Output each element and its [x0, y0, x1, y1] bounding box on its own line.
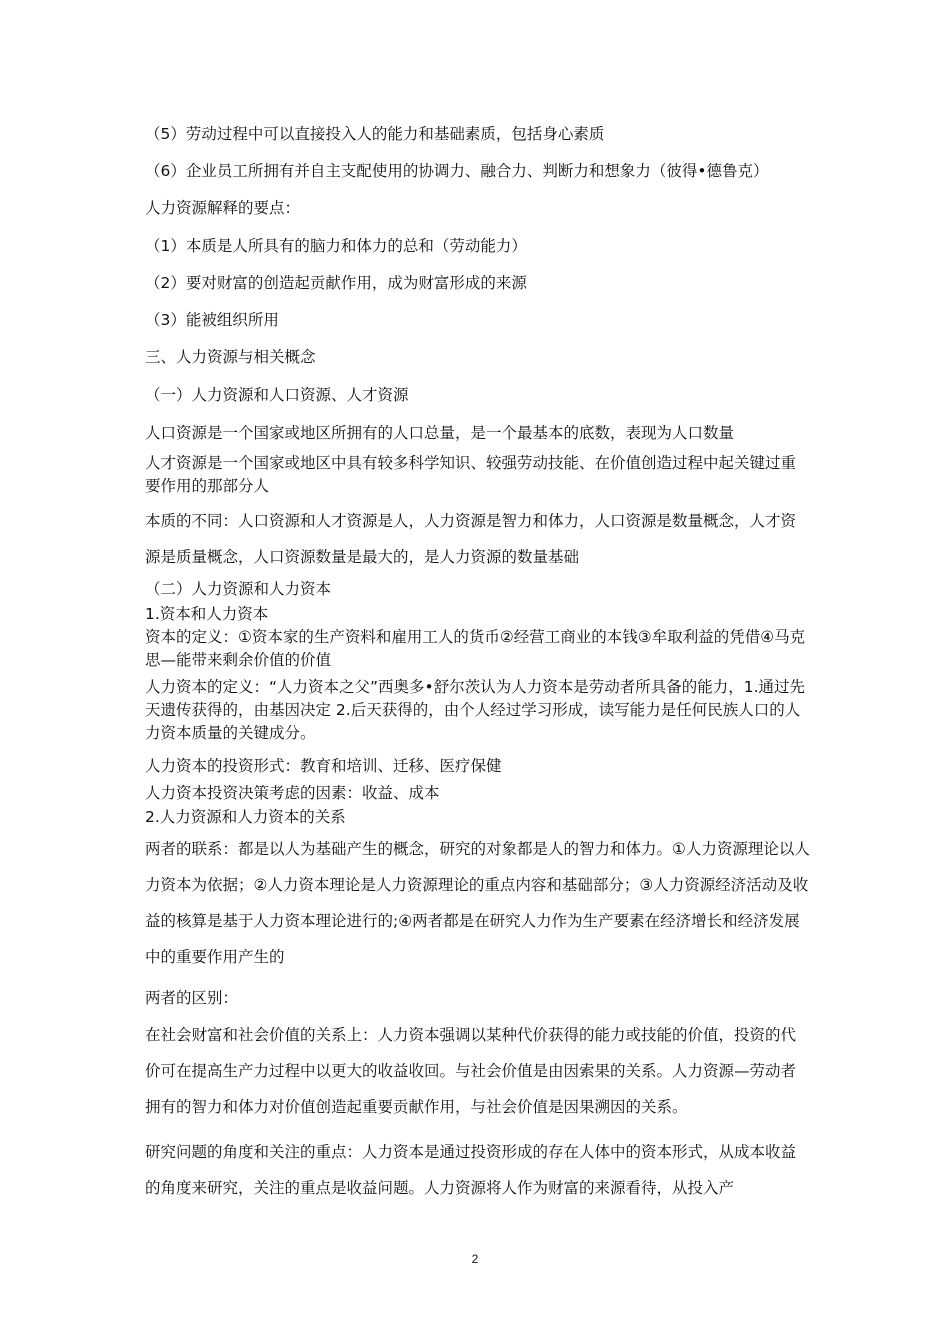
paragraph: 人力资本的定义：“人力资本之父”西奥多•舒尔茨认为人力资本是劳动者所具备的能力，1.通过先天遗传获得的，由基因决定 2.后天获得的，由个人经过学习形成，读写能力是任何民族人口的人力资本质量的关键成分。 — [145, 678, 805, 742]
text-line: （1）本质是人所具有的脑力和体力的总和（劳动能力） — [145, 237, 527, 255]
paragraph: 在社会财富和社会价值的关系上：人力资本强调以某种代价获得的能力或技能的价值，投资的代价可在提高生产力过程中以更大的收益收回。与社会价值是由因索果的关系。人力资源—劳动者拥有的智力和体力对价值创造起重要贡献作用，与社会价值是因果溯因的关系。 — [145, 1026, 797, 1116]
paragraph: 人才资源是一个国家或地区中具有较多科学知识、较强劳动技能、在价值创造过程中起关键过重要作用的那部分人 — [145, 454, 797, 495]
text-line: （6）企业员工所拥有并自主支配使用的协调力、融合力、判断力和想象力（彼得•德鲁克） — [145, 162, 769, 180]
section-heading: 三、人力资源与相关概念 — [145, 348, 316, 366]
text-line: 人口资源是一个国家或地区所拥有的人口总量，是一个最基本的底数，表现为人口数量 — [145, 424, 735, 442]
text-line: 人力资本投资决策考虑的因素：收益、成本 — [145, 784, 440, 802]
subsection-heading: 2.人力资源和人力资本的关系 — [145, 808, 346, 826]
paragraph: 研究问题的角度和关注的重点：人力资本是通过投资形成的存在人体中的资本形式，从成本收益的角度来研究，关注的重点是收益问题。人力资源将人作为财富的来源看待，从投入产 — [145, 1143, 797, 1197]
paragraph: 本质的不同：人口资源和人才资源是人，人力资源是智力和体力，人口资源是数量概念，人才资源是质量概念，人口资源数量是最大的，是人力资源的数量基础 — [145, 512, 797, 566]
subsection-heading: （一）人力资源和人口资源、人才资源 — [145, 386, 409, 404]
subsection-heading: 1.资本和人力资本 — [145, 605, 269, 623]
text-line: 人力资本的投资形式：教育和培训、迁移、医疗保健 — [145, 757, 502, 775]
text-line: 两者的区别： — [145, 989, 239, 1007]
text-line: （3）能被组织所用 — [145, 311, 279, 329]
paragraph: 两者的联系：都是以人为基础产生的概念，研究的对象都是人的智力和体力。①人力资源理论以人力资本为依据；②人力资本理论是人力资源理论的重点内容和基础部分；③人力资源经济活动及收益的核算是基于人力资本理论进行的;④两者都是在研究人力作为生产要素在经济增长和经济发展中的重要作用产生的 — [145, 840, 810, 966]
subsection-heading: （二）人力资源和人力资本 — [145, 580, 332, 598]
text-line: 人力资源解释的要点： — [145, 199, 301, 217]
page-number: 2 — [471, 1252, 479, 1266]
paragraph: 资本的定义：①资本家的生产资料和雇用工人的货币②经营工商业的本钱③牟取利益的凭借④马克思—能带来剩余价值的价值 — [145, 628, 806, 669]
text-line: （5）劳动过程中可以直接投入人的能力和基础素质，包括身心素质 — [145, 125, 605, 143]
text-line: （2）要对财富的创造起贡献作用，成为财富形成的来源 — [145, 274, 527, 292]
